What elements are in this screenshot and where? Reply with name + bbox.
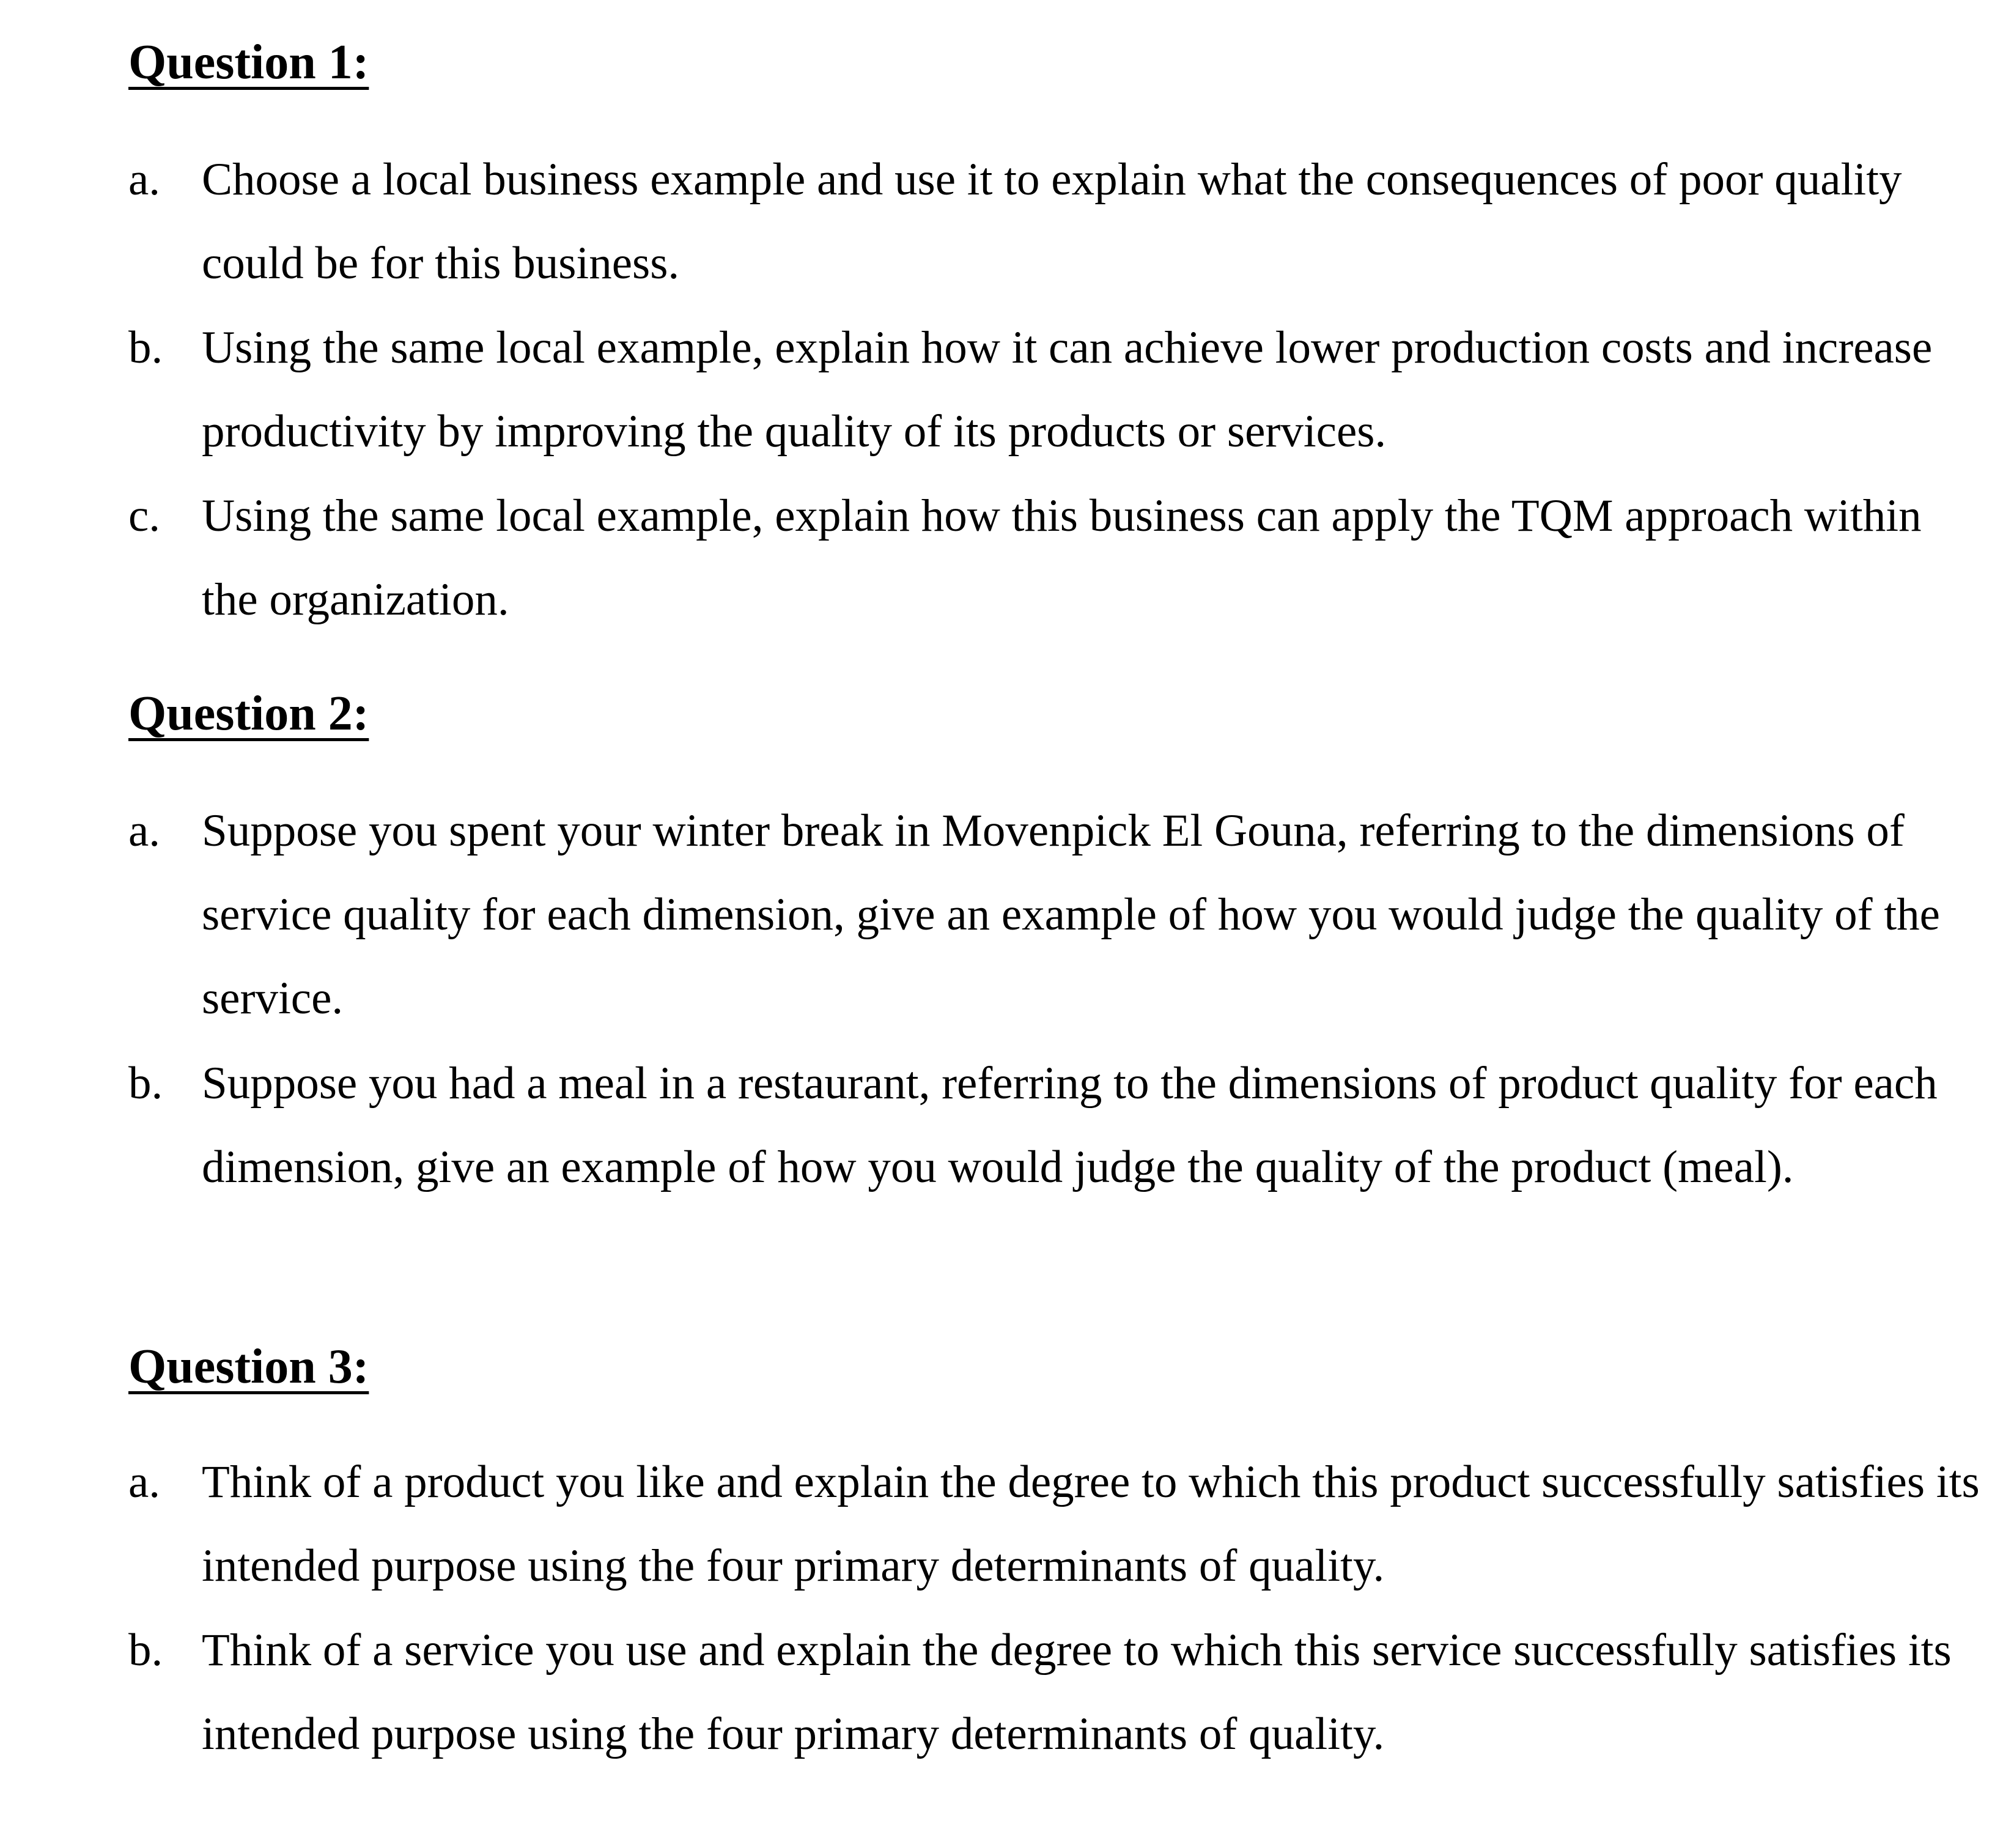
- item-marker: a.: [128, 1457, 161, 1507]
- question-2-heading: Question 2:: [128, 687, 369, 741]
- item-marker: c.: [128, 490, 161, 541]
- item-text: Choose a local business example and use it to explain what the consequences of poor quality could be for this business.: [202, 154, 1902, 289]
- item-text: Suppose you spent your winter break in Movenpick El Gouna, referring to the dimensions of service quality for each dimension, give an example of how you would judge the quality of the service.: [202, 805, 1940, 1024]
- item-marker: a.: [128, 805, 161, 856]
- item-marker: b.: [128, 1625, 163, 1676]
- item-text: Using the same local example, explain how it can achieve lower production costs and increase productivity by improving the quality of its products or services.: [202, 322, 1933, 457]
- item-text: Think of a service you use and explain the degree to which this service successfully satisfies its intended purpose using the four primary determinants of quality.: [202, 1625, 1952, 1759]
- question-3-heading: Question 3:: [128, 1340, 369, 1394]
- item-marker: b.: [128, 322, 163, 373]
- item-text: Suppose you had a meal in a restaurant, referring to the dimensions of product quality for each dimension, give an example of how you would judge the quality of the product (meal).: [202, 1058, 1938, 1192]
- item-marker: a.: [128, 154, 161, 205]
- item-text: Using the same local example, explain how this business can apply the TQM approach within the organization.: [202, 490, 1922, 625]
- item-text: Think of a product you like and explain the degree to which this product successfully satisfies its intended purpose using the four primary determinants of quality.: [202, 1457, 1980, 1591]
- item-marker: b.: [128, 1058, 163, 1109]
- question-1-heading: Question 1:: [128, 35, 369, 89]
